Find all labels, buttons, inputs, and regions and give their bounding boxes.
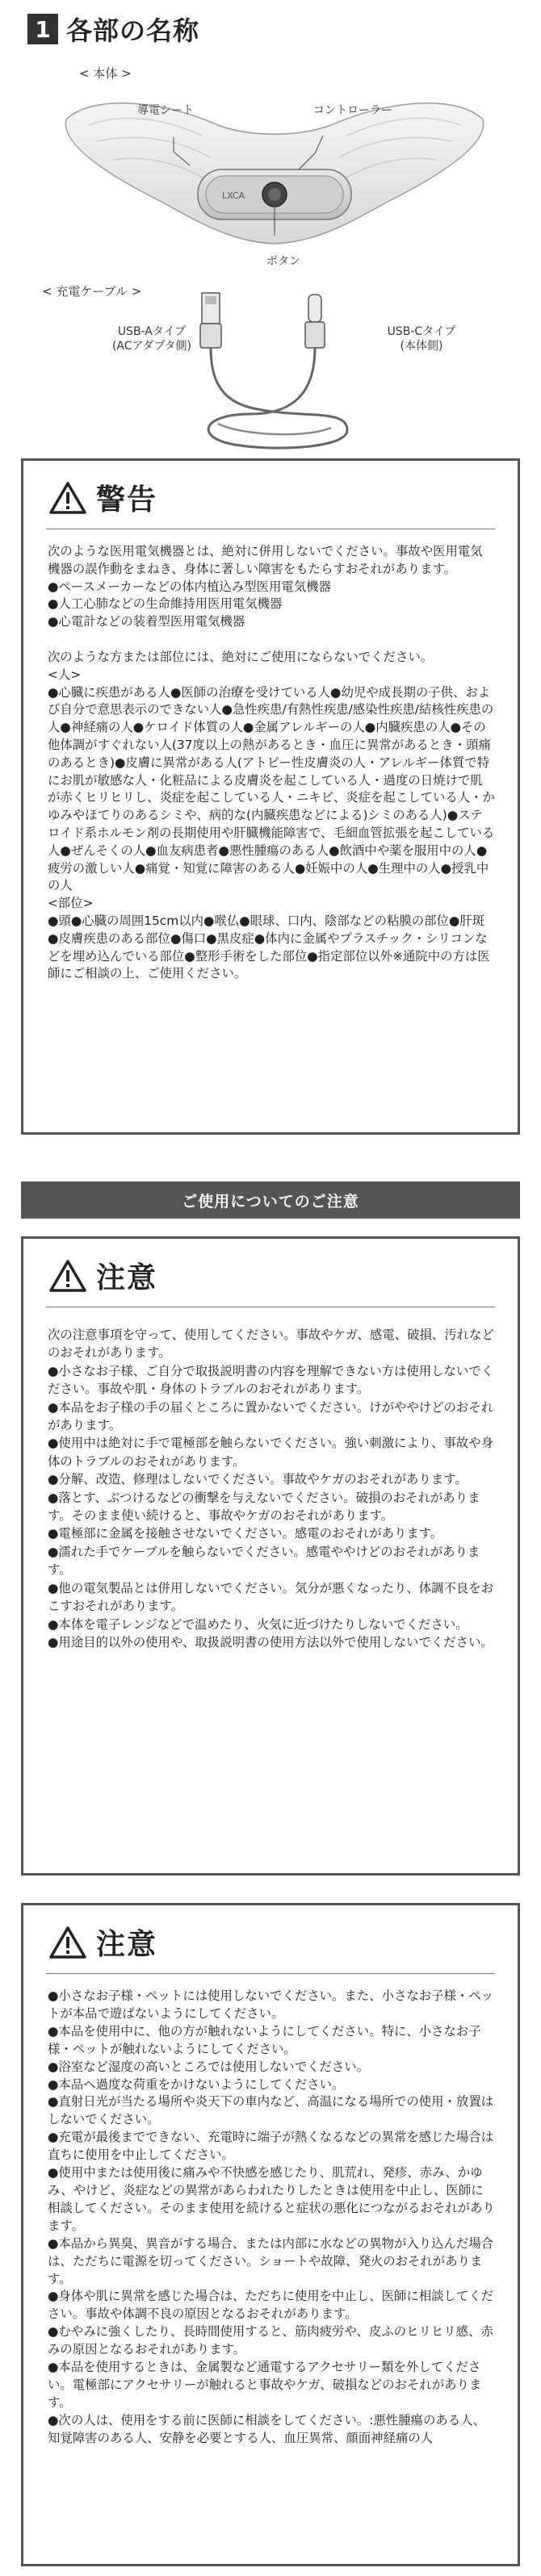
usb-c-side: (本体側) bbox=[400, 340, 443, 353]
usb-a-label bbox=[103, 324, 200, 353]
section-number: 1 bbox=[27, 14, 58, 44]
warning-header bbox=[49, 477, 157, 518]
usb-a-side: (ACアダプタ側) bbox=[111, 340, 192, 353]
caution-box-1 bbox=[21, 1236, 520, 1876]
warning-title: 警告 bbox=[96, 483, 158, 516]
caution-title-2: 注意 bbox=[96, 1928, 158, 1961]
conductive-sheet-label: 導電シート bbox=[137, 104, 194, 117]
caution-header-2 bbox=[49, 1922, 157, 1963]
caution-body-1 bbox=[48, 1326, 495, 1651]
caution-text-1: 次の注意事項を守って、使用してください。事故やケガ、感電、破損、汚れなどのおそれがあります。 ●小さなお子様、ご自分で取扱説明書の内容を理解できない方は使用しないでください。事故や肌・身体のトラブルのおそれがあります。 ●本品をお子様の手の届くところに置かないでください。けがややけどのおそれがあります。 ●使用中は絶対に手で電極部を触らないでください。強い刺激により、事故や身体のトラブルのおそれがあります。 ●分解、改造、修理はしないでください。事故やケガのおそれがあります。 ●落とす、ぶつけるなどの衝撃を与えないでください。破損のおそれがあります。そのまま使い続けると、事故やケガのおそれがあります。 ●電極部に金属を接触させないでください。感電のおそれがあります。 ●濡れた手でケーブルを触らないでください。感電ややけどのおそれがあります。 ●他の電気製品とは併用しないでください。気分が悪くなったり、体調不良をおこすおそれがあります。 ●本体を電子レンジなどで温めたり、火気に近づけたりしないでください。 ●用途目的以外の使用や、取扱説明書の使用方法以外で使用しないでください。 bbox=[48, 1328, 494, 1650]
section-header bbox=[27, 11, 199, 47]
cable-illustration bbox=[121, 286, 396, 460]
button-label: ボタン bbox=[266, 255, 300, 268]
caution-header-1 bbox=[49, 1255, 157, 1296]
caution-body-2 bbox=[48, 1988, 495, 2448]
caution-title-1: 注意 bbox=[96, 1261, 158, 1294]
controller-label: コントローラー bbox=[313, 104, 392, 117]
section-title: 各部の名称 bbox=[66, 15, 200, 46]
warning-body bbox=[48, 543, 495, 983]
warning-triangle-icon bbox=[49, 1926, 86, 1959]
caution-text-2: ●小さなお子様・ペットには使用しないでください。また、小さなお子様・ペットが本品で遊ばないようにしてください。 ●本品を使用中に、他の方が触れないようにしてください。特に、小さなお子様・ペットが触れないようにしてください。 ●浴室など湿度の高いところでは使用しないでください。 ●本品へ過度な荷重をかけないようにしてください。 ●直射日光が当たる場所や炎天下の車内など、高温になる場所での使用・放置はしないでください。 ●充電が最後までできない、充電時に端子が熱くなるなどの異常を感じた場合は直ちに使用を中止してください。 ●使用中または使用後に痛みや不快感を感じたり、肌荒れ、発疹、赤み、かゆみ、やけど、炎症などの異常があらわれたりしたときは使用を中止し、医師に相談してください。そのまま使用を続けると症状の悪化につながるおそれがあります。 ●本品から異臭、異音がする場合、または内部に水などの異物が入り込んだ場合は、ただちに電源を切ってください。ショートや故障、発火のおそれがあります。 ●身体や肌に異常を感じた場合は、ただちに使用を中止し、医師に相談してください。事故や体調不良の原因となるおそれがあります。 ●むやみに強くしたり、長時間使用すると、筋肉疲労や、皮ふのヒリヒリ感、赤みの原因となるおそれがあります。 ●本品を使用するときは、金属製など通電するアクセサリー類を外してください。電極部にアクセサリーが触れると事故やケガ、破損などのおそれがあります。 ●次の人は、使用をする前に医師に相談をしてください。:悪性腫瘍のある人、知覚障害のある人、安静を必要とする人、血圧異常、顔面神経痛の人 bbox=[48, 1988, 495, 2445]
cable-label: < 充電ケーブル > bbox=[42, 284, 142, 299]
usb-c-label bbox=[373, 324, 470, 353]
device-logo: LXCA bbox=[222, 190, 245, 201]
usage-notes-band: ご使用についてのご注意 bbox=[21, 1181, 520, 1219]
caution-divider-2 bbox=[46, 1973, 495, 1974]
warning-paragraph-devices: 次のような医用電気機器とは、絶対に併用しないでください。事故や医用電気機器の誤作動をまねき、身体に著しい障害をもたらすおそれがあります。 ●ペースメーカーなどの体内植込み型医用電気機器 ●人工心肺などの生命維持用医用電気機器 ●心電計などの装着型医用電気機器 bbox=[48, 544, 483, 629]
caution-box-2 bbox=[21, 1903, 520, 2566]
warning-paragraph-persons: 次のような方または部位には、絶対にご使用にならないでください。 <人> ●心臓に疾患がある人●医師の治療を受けている人●幼児や成長期の子供、および自分で意思表示のできない人●急性疾患/有熱性疾患/感染性疾患/結核性疾患の人●神経痛の人●ケロイド体質の人●金属アレルギーの人●内臓疾患の人●その他体調がすぐれない人(37度以上の熱があるとき・血圧に異常があるとき・頭痛のあるとき)●皮膚に異常がある人(アトピー性皮膚炎の人・アレルギー体質で特にお肌が敏感な人・化粧品による皮膚炎を起こしている人・過度の日焼けで肌が赤くヒリヒリし、炎症を起こしている人・ニキビ、炎症を起こしている人・かゆみやほてりのあるシミや、病的な(内臓疾患などによる)シミのある人)●ステロイド系ホルモン剤の長期使用や肝臓機能障害で、毛細血管拡張を起こしている人●ぜんそくの人●血友病患者●悪性腫瘍のある人●飲酒中や薬を服用中の人●疲労の激しい人●痛覚・知覚に障害のある人●妊娠中の人●生理中の人●授乳中の人 <部位> ●頭●心臓の周囲15cm以内●喉仏●眼球、口内、陰部などの粘膜の部位●肝斑●皮膚疾患のある部位●傷口●黒皮症●体内に金属やプラスチック・シリコンなどを埋め込んでいる部位●整形手術をした部位●指定部位以外※通院中の方は医師にご相談の上、ご使用ください。 bbox=[48, 649, 495, 981]
warning-triangle-icon bbox=[49, 1259, 86, 1293]
main-body-label: < 本体 > bbox=[79, 66, 132, 81]
warning-box bbox=[21, 458, 520, 1135]
warning-triangle-icon bbox=[49, 481, 86, 515]
device-illustration bbox=[57, 89, 493, 266]
usb-c-type: USB-Cタイプ bbox=[387, 325, 456, 338]
usb-a-type: USB-Aタイプ bbox=[117, 325, 187, 338]
